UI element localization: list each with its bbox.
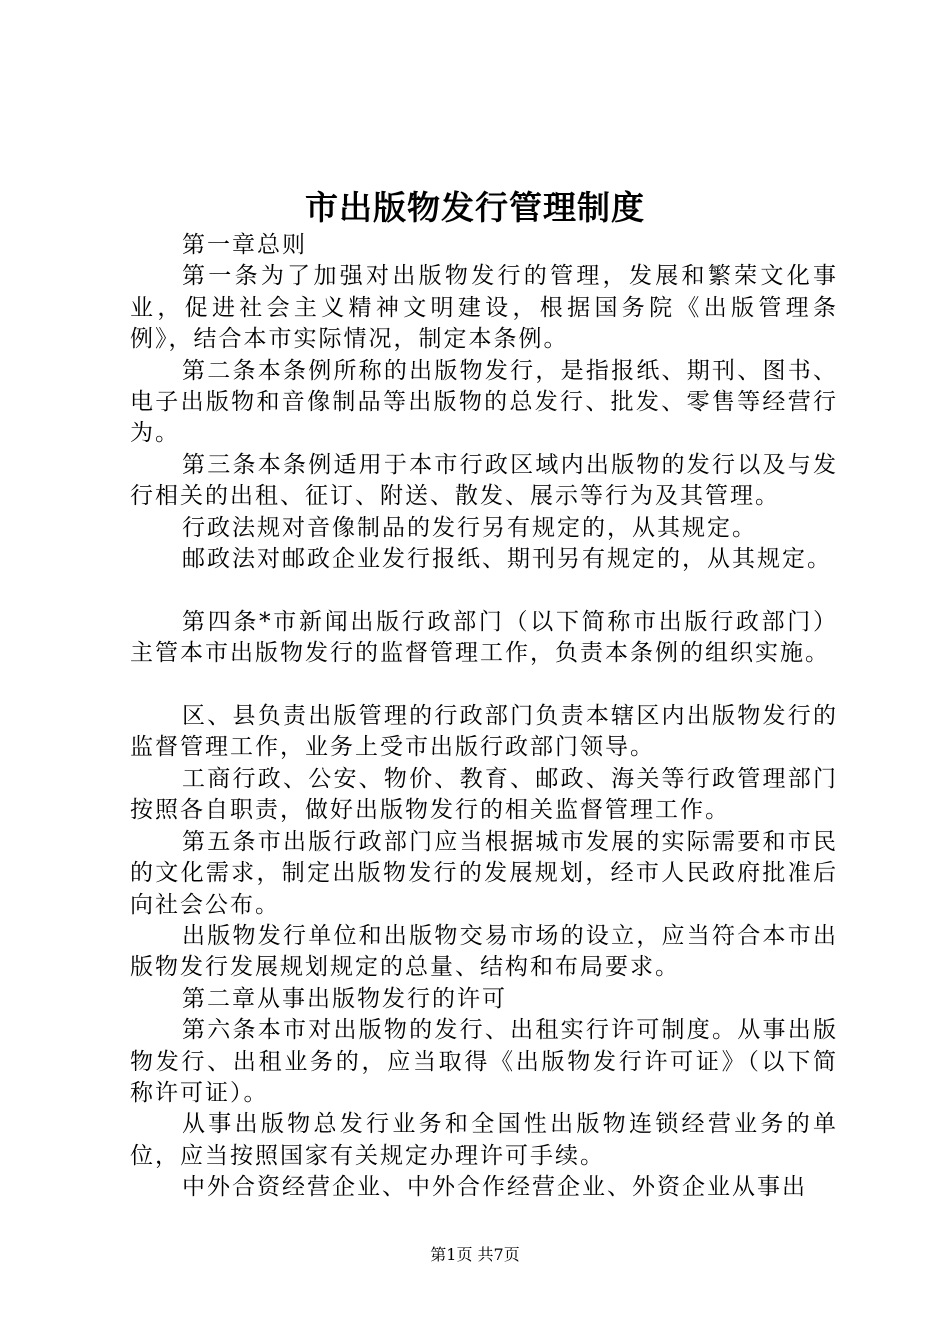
article-paragraph: 第六条本市对出版物的发行、出租实行许可制度。从事出版物发行、出租业务的，应当取得《出版物发行许可证》（以下简称许可证）。 — [130, 1017, 838, 1106]
article-paragraph: 邮政法对邮政企业发行报纸、期刊另有规定的，从其规定。 — [182, 546, 832, 573]
article-paragraph: 第二条本条例所称的出版物发行，是指报纸、期刊、图书、电子出版物和音像制品等出版物的总发行、批发、零售等经营行为。 — [130, 357, 838, 447]
article-paragraph: 工商行政、公安、物价、教育、邮政、海关等行政管理部门按照各自职责，做好出版物发行的相关监督管理工作。 — [130, 765, 838, 824]
article-paragraph: 中外合资经营企业、中外合作经营企业、外资企业从事出 — [182, 1174, 807, 1201]
article-paragraph: 第四条*市新闻出版行政部门（以下简称市出版行政部门）主管本市出版物发行的监督管理工作，负责本条例的组织实施。 — [130, 608, 838, 667]
article-paragraph: 第三条本条例适用于本市行政区域内出版物的发行以及与发行相关的出租、征订、附送、散发、展示等行为及其管理。 — [130, 451, 838, 510]
page-footer: 第1页 共7页 — [430, 1245, 520, 1264]
chapter-heading: 第一章总则 — [182, 232, 307, 258]
chapter-heading: 第二章从事出版物发行的许可 — [182, 985, 507, 1012]
document-body — [130, 230, 838, 1204]
article-paragraph: 出版物发行单位和出版物交易市场的设立，应当符合本市出版物发行发展规划规定的总量、结构和布局要求。 — [130, 922, 838, 981]
article-paragraph: 第五条市出版行政部门应当根据城市发展的实际需要和市民的文化需求，制定出版物发行的发展规划，经市人民政府批准后向社会公布。 — [130, 828, 838, 918]
document-title: 市出版物发行管理制度 — [305, 188, 645, 227]
article-paragraph: 区、县负责出版管理的行政部门负责本辖区内出版物发行的监督管理工作，业务上受市出版行政部门领导。 — [130, 703, 838, 761]
article-paragraph: 从事出版物总发行业务和全国性出版物连锁经营业务的单位，应当按照国家有关规定办理许可手续。 — [130, 1111, 838, 1169]
article-paragraph: 第一条为了加强对出版物发行的管理，发展和繁荣文化事业，促进社会主义精神文明建设，根据国务院《出版管理条例》，结合本市实际情况，制定本条例。 — [130, 263, 838, 353]
article-paragraph: 行政法规对音像制品的发行另有规定的，从其规定。 — [182, 514, 757, 541]
